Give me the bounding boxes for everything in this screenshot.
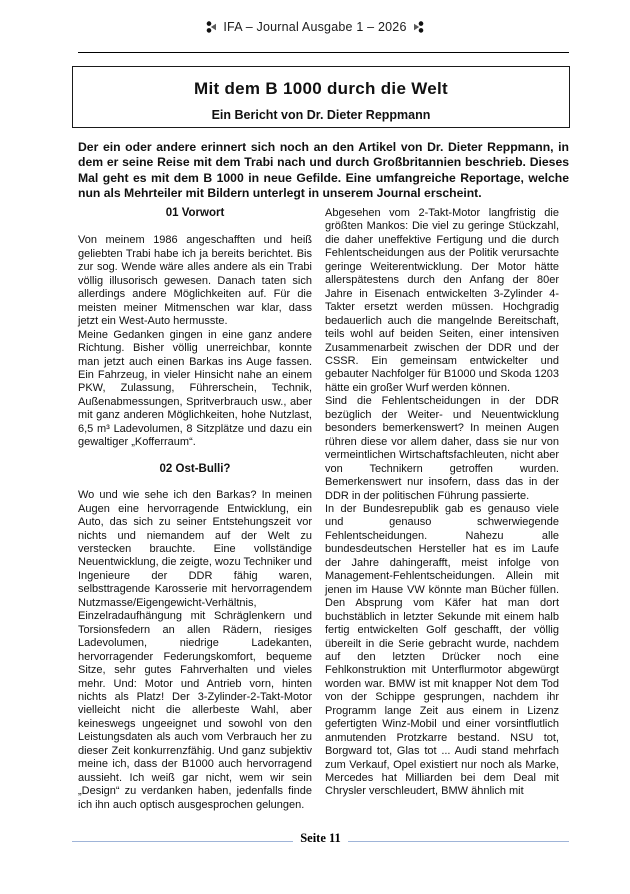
ornament-icon (414, 20, 424, 34)
body-paragraph: Wo und wie sehe ich den Barkas? In meinen Augen eine hervorragende Entwicklung, ein Auto, das sich zu seiner Entstehungszeit vor nichts und niemandem auf der Welt zu verstecken brauchte. Eine vollständige Neuentwicklung, die zeigte, wozu Techniker und Ingenieure der DDR fähig waren, selbsttragende Karosserie mit hervorragendem Nutzmasse/Eigengewicht-Verhältnis, Einzelradaufhängung mit Schräglenkern und Torsionsfedern an allen Rädern, riesiges Ladevolumen, niedrige Ladekanten, hervorragender Federungskomfort, bequeme Sitze, sehr gutes Fahrverhalten und vieles mehr. Und: Motor und Antrieb vorn, hinten nichts als Platz! Der 3-Zylinder-2-Takt-Motor vielleicht nicht die allerbeste Wahl, aber keineswegs ungeeignet und sowohl von den Leistungsdaten als auch vom Verbrauch her zu dieser Zeit konkurrenzfähig. Und ganz subjektiv meine ich, dass der B1000 auch hervorragend aussieht. Ich weiß gar nicht, wem wir sein „Design“ zu verdanken haben, jedenfalls finde ich ihn auch optisch ausgesprochen gelungen. (78, 489, 312, 811)
right-column (325, 207, 559, 812)
body-paragraph: In der Bundesrepublik gab es genauso viele und genauso schwerwiegende Fehlentscheidungen. Nahezu alle bundesdeutschen Hersteller hat es im Laufe der Jahre dahingerafft, meist infolge von Management-Fehlentscheidungen. Allein mit jenen im Hause VW könnte man Bücher füllen. Den Absprung vom Käfer hat man dort buchstäblich in letzter Sekunde mit einem halb fertig entwickelten Golf geschafft, der völlig übereilt in die Serie gebracht wurde, nachdem auf den letzten Drücker noch eine Fehlkonstruktion mit Unterflurmotor abgewürgt worden war. BMW ist mit knapper Not dem Tod von der Schippe gesprungen, nachdem ihr Programm lange Zeit aus einem in Lizenz gefertigten Winz-Mobil und einer vorsintflutlich anmutenden Protzkarre bestand. NSU tot, Borgward tot, Glas tot ... Audi stand mehrfach zum Verkauf, Opel existiert nur noch als Marke, Mercedes hat Milliarden bei dem Deal mit Chrysler verschleudert, BMW ähnlich mit (325, 502, 559, 798)
page-footer (72, 829, 569, 846)
article-body (78, 207, 560, 812)
article-title: Mit dem B 1000 durch die Welt (194, 79, 448, 98)
journal-title: IFA – Journal Ausgabe 1 – 2026 (223, 20, 407, 34)
left-column (78, 207, 312, 812)
footer-rule-right (348, 829, 569, 842)
journal-running-head (0, 20, 630, 34)
section-heading-vorwort: 01 Vorwort (165, 207, 225, 219)
footer-rule-left (72, 829, 293, 842)
article-subtitle: Ein Bericht von Dr. Dieter Reppmann (211, 108, 431, 122)
page-number: Seite 11 (300, 831, 341, 845)
section-heading-ost-bulli: 02 Ost-Bulli? (159, 462, 231, 475)
article-title-box (72, 66, 570, 128)
lead-paragraph: Der ein oder andere erinnert sich noch an den Artikel von Dr. Dieter Reppmann, in dem er seine Reise mit dem Trabi nach und durch Großbritannien beschrieb. Dieses Mal geht es mit dem B 1000 in neue Gefilde. Eine umfangreiche Reportage, welche nun als Mehrteiler mit Bildern unterlegt in unserem Journal erscheint. (78, 140, 569, 200)
body-paragraph: Von meinem 1986 angeschafften und heiß geliebten Trabi habe ich ja bereits berichtet. Bis zur sog. Wende wäre alles andere als ein Trabi völlig illusorisch gewesen. Danach taten sich allerdings andere Möglichkeiten auf. Für die meisten meiner Mitmenschen war klar, dass jetzt ein West-Auto hermusste. (78, 234, 312, 328)
body-paragraph: Abgesehen vom 2-Takt-Motor langfristig die größten Mankos: Die viel zu geringe Stückzahl, die daher uneffektive Fertigung und die durch Fehlentscheidungen aus der Politik verursachte geringe Weiterentwicklung. Der Motor hätte allerspätestens durch den Anfang der 80er Jahre in Eisenach entwickelten 3-Zylinder 4-Takter ersetzt werden müssen. Hochgradig bedauerlich auch die mangelnde Bereitschaft, teils wohl auf beiden Seiten, einer intensiven Zusammenarbeit zwischen der DDR und der CSSR. Ein gemeinsam entwickelter und gebauter Nachfolger für B1000 und Skoda 1203 hätte ein großer Wurf werden können. (325, 207, 559, 394)
header-divider (78, 52, 569, 53)
body-paragraph: Meine Gedanken gingen in eine ganz andere Richtung. Bisher völlig unerreichbar, konnte man jetzt auch einen Barkas ins Auge fassen. Ein Fahrzeug, in vieler Hinsicht nahe an einem PKW, Zulassung, Führerschein, Technik, Außenabmessungen, Spritverbrauch usw., aber mit ganz anderen Möglichkeiten, hohe Nutzlast, 6,5 m³ Ladevolumen, 8 Sitzplätze und dazu ein gewaltiger „Kofferraum“. (78, 328, 312, 449)
body-paragraph: Sind die Fehlentscheidungen in der DDR bezüglich der Weiter- und Neuentwicklung besonders bemerkenswert? In meinen Augen rühren diese vor allem daher, dass sie nur von vermeintlichen Wirtschaftsfachleuten, nicht aber von Technikern getroffen wurden. Bemerkenswert nur insofern, dass das in der DDR in der politischen Führung passierte. (325, 395, 559, 502)
ornament-icon (206, 20, 216, 34)
